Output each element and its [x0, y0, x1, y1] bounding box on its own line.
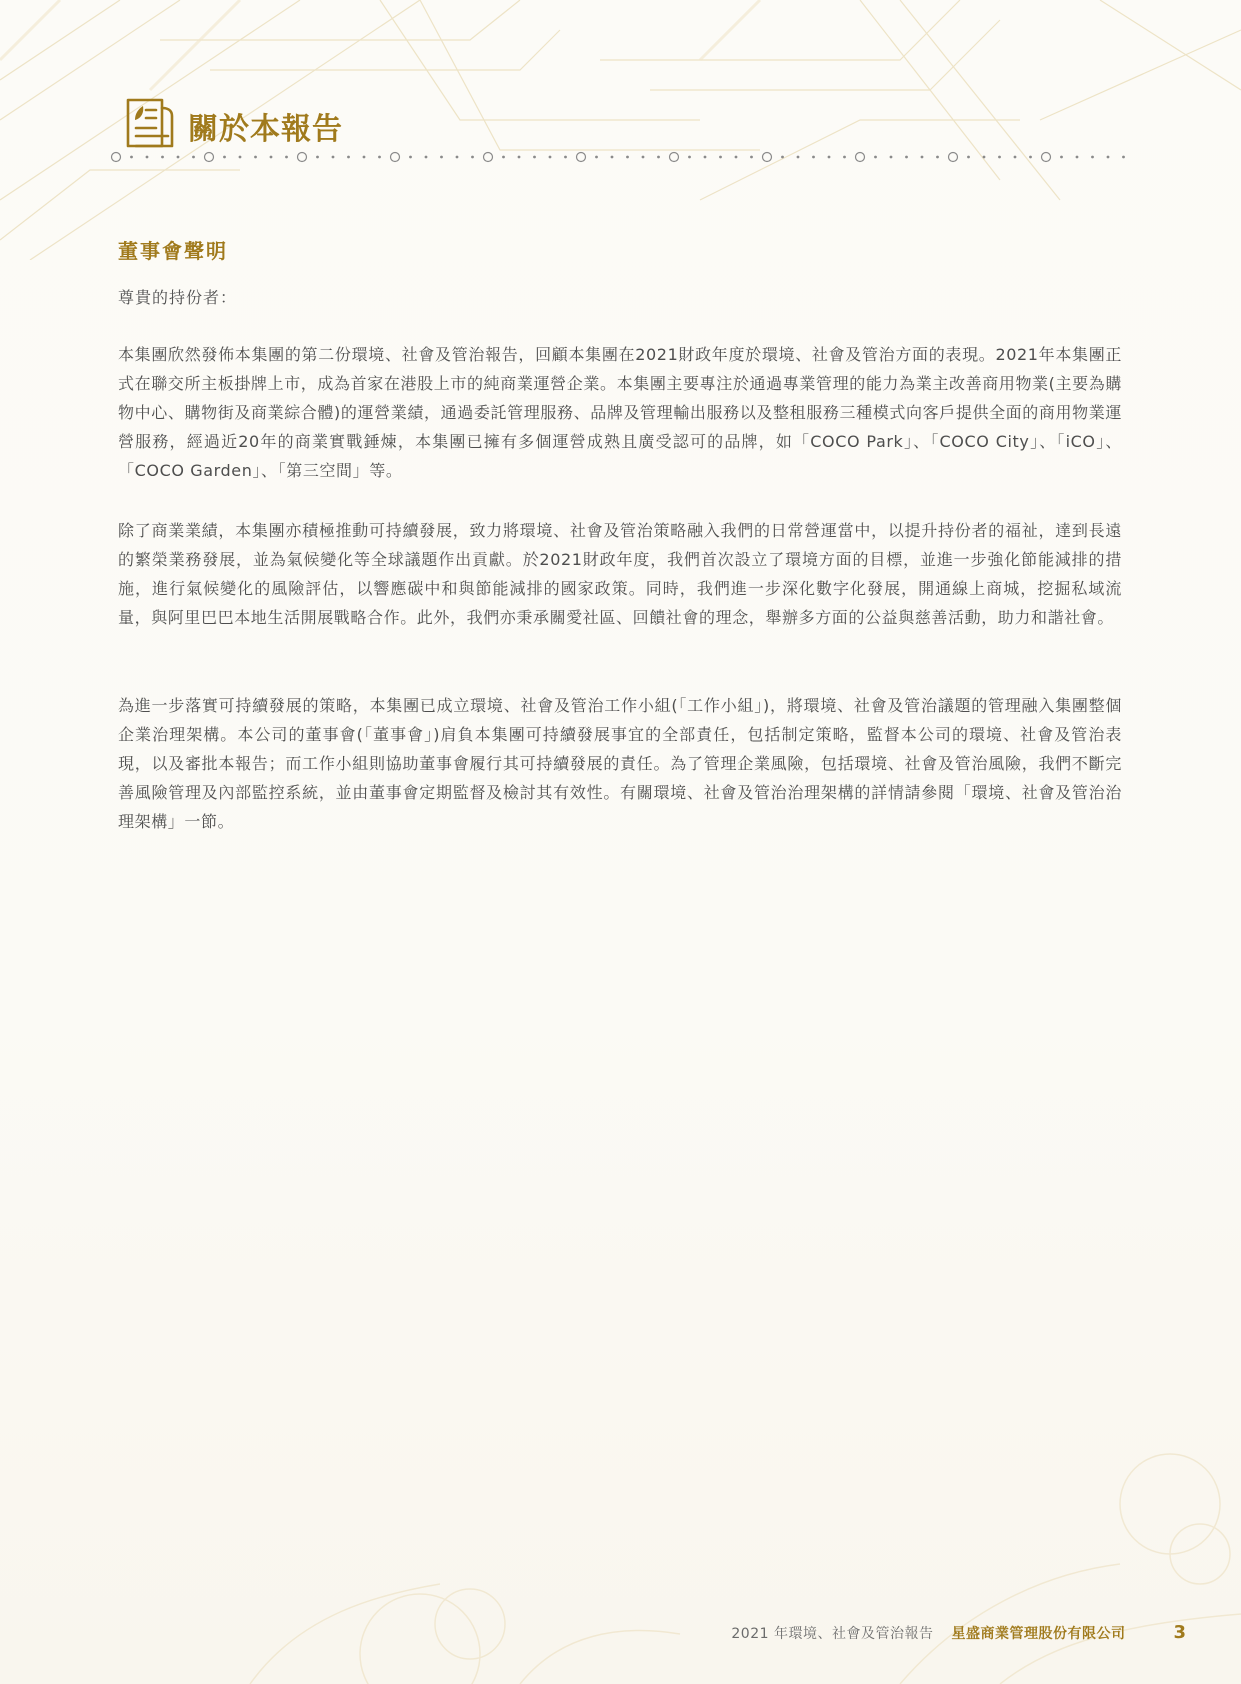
divider-ring	[205, 153, 214, 162]
page-footer	[731, 1622, 1186, 1643]
divider-dot	[502, 156, 505, 159]
footer-company-name: 星盛商業管理股份有限公司	[951, 1626, 1126, 1642]
letter-paragraph: 本集團欣然發佈本集團的第二份環境、社會及管治報告，回顧本集團在2021財政年度於環境、社會及管治方面的表現。2021年本集團正式在聯交所主板掛牌上市，成為首家在港股上市的純商業運營企業。本集團主要專注於通過專業管理的能力為業主改善商用物業(主要為購物中心、購物街及商業綜合體)的運營業績，通過委託管理服務、品牌及管理輸出服務以及整租服務三種模式向客戶提供全面的商用物業運營服務，經過近20年的商業實戰錘煉，本集團已擁有多個運營成熟且廣受認可的品牌，如「COCO Park」、「COCO City」、「iCO」、「COCO Garden」、「第三空間」等。	[118, 345, 1122, 480]
divider-dot	[1076, 156, 1079, 159]
divider-dot	[905, 156, 908, 159]
divider-ring	[391, 153, 400, 162]
page-heading: 關於本報告	[188, 112, 343, 147]
divider-dot	[936, 156, 939, 159]
letter-paragraph: 為進一步落實可持續發展的策略，本集團已成立環境、社會及管治工作小組(「工作小組」)，將環境、社會及管治議題的管理融入集團整個企業治理架構。本公司的董事會(「董事會」)肩負本集團可持續發展事宜的全部責任，包括制定策略，監督本公司的環境、社會及管治表現，以及審批本報告；而工作小組則協助董事會履行其可持續發展的責任。為了管理企業風險，包括環境、社會及管治風險，我們不斷完善風險管理及內部監控系統，並由董事會定期監督及檢討其有效性。有關環境、社會及管治治理架構的詳情請參閱「環境、社會及管治治理架構」一節。	[118, 696, 1122, 831]
divider-dot	[1107, 156, 1110, 159]
divider-dot	[735, 156, 738, 159]
divider-dot	[688, 156, 691, 159]
divider-dot	[146, 156, 149, 159]
divider-dot	[1060, 156, 1063, 159]
divider-dot	[1091, 156, 1094, 159]
section-title: 董事會聲明	[118, 239, 228, 263]
divider-dot	[1029, 156, 1032, 159]
divider-dot	[967, 156, 970, 159]
divider-dot	[456, 156, 459, 159]
divider-dot	[347, 156, 350, 159]
divider-dot	[595, 156, 598, 159]
divider-dot	[316, 156, 319, 159]
divider-dot	[192, 156, 195, 159]
letter-salutation: 尊貴的持份者：	[118, 288, 238, 307]
divider-dot	[642, 156, 645, 159]
letter-paragraph: 除了商業業績，本集團亦積極推動可持續發展，致力將環境、社會及管治策略融入我們的日常營運當中，以提升持份者的福祉，達到長遠的繁榮業務發展，並為氣候變化等全球議題作出貢獻。於2021財政年度，我們首次設立了環境方面的目標，並進一步強化節能減排的措施，進行氣候變化的風險評估，以響應碳中和與節能減排的國家政策。同時，我們進一步深化數字化發展，開通線上商城，挖掘私域流量，與阿里巴巴本地生活開展戰略合作。此外，我們亦秉承關愛社區、回饋社會的理念，舉辦多方面的公益與慈善活動，助力和諧社會。	[118, 521, 1122, 627]
divider-dot	[564, 156, 567, 159]
divider-dot	[332, 156, 335, 159]
divider-dot	[781, 156, 784, 159]
divider-dot	[239, 156, 242, 159]
divider-dot	[549, 156, 552, 159]
divider-dot	[223, 156, 226, 159]
divider-ring	[670, 153, 679, 162]
divider-dot	[626, 156, 629, 159]
divider-dot	[409, 156, 412, 159]
divider-dot	[363, 156, 366, 159]
divider-dot	[983, 156, 986, 159]
divider-dot	[797, 156, 800, 159]
divider-ring	[763, 153, 772, 162]
divider-dot	[533, 156, 536, 159]
divider-dot	[890, 156, 893, 159]
divider-dot	[998, 156, 1001, 159]
divider-dot	[611, 156, 614, 159]
divider-dot	[270, 156, 273, 159]
divider-dot	[1014, 156, 1017, 159]
divider-dot	[704, 156, 707, 159]
divider-dot	[657, 156, 660, 159]
report-document-icon	[124, 94, 180, 152]
divider-ring	[484, 153, 493, 162]
divider-ring	[949, 153, 958, 162]
divider-dot	[130, 156, 133, 159]
divider-dot	[812, 156, 815, 159]
divider-dot	[378, 156, 381, 159]
divider-dot	[843, 156, 846, 159]
dotted-divider	[110, 150, 1132, 164]
page-number: 3	[1173, 1622, 1186, 1643]
divider-dot	[285, 156, 288, 159]
divider-ring	[1042, 153, 1051, 162]
section-header	[124, 92, 343, 152]
divider-dot	[471, 156, 474, 159]
divider-ring	[856, 153, 865, 162]
divider-dot	[750, 156, 753, 159]
divider-dot	[254, 156, 257, 159]
divider-dot	[921, 156, 924, 159]
divider-dot	[719, 156, 722, 159]
divider-ring	[298, 153, 307, 162]
divider-ring	[577, 153, 586, 162]
divider-dot	[177, 156, 180, 159]
divider-dot	[425, 156, 428, 159]
divider-dot	[161, 156, 164, 159]
divider-ring	[112, 153, 121, 162]
divider-dot	[440, 156, 443, 159]
divider-dot	[874, 156, 877, 159]
footer-report-name: 2021 年環境、社會及管治報告	[731, 1626, 934, 1642]
divider-dot	[828, 156, 831, 159]
divider-dot	[1122, 156, 1125, 159]
divider-dot	[518, 156, 521, 159]
